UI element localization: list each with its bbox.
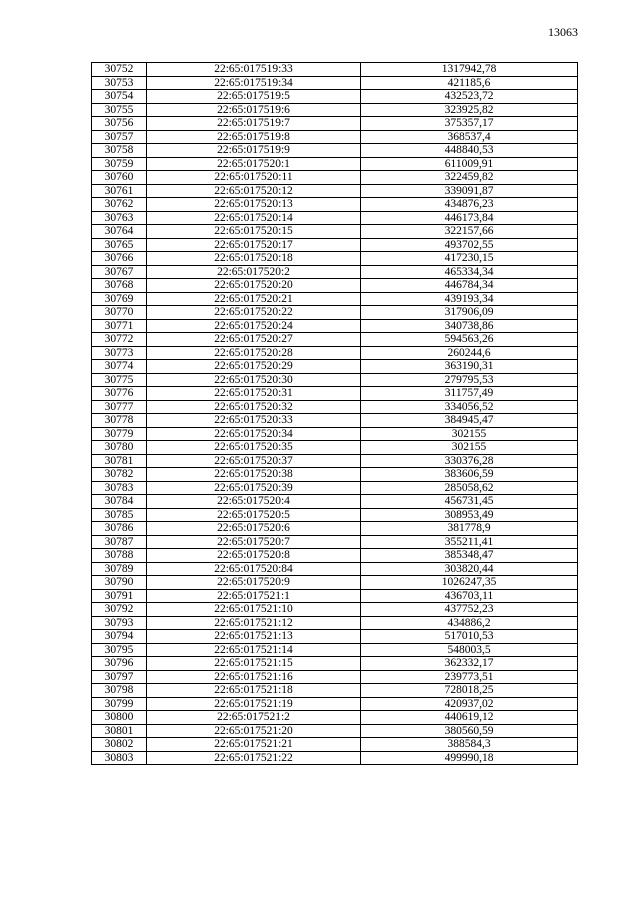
value-cell: 368537,4 (361, 130, 578, 144)
table-row (92, 724, 578, 738)
cadastral-number-cell: 22:65:017521:20 (147, 724, 361, 738)
cadastral-number-cell: 22:65:017521:19 (147, 697, 361, 711)
cadastral-number-cell: 22:65:017520:14 (147, 211, 361, 225)
row-number-cell: 30784 (92, 495, 147, 509)
cadastral-number-cell: 22:65:017520:6 (147, 522, 361, 536)
value-cell: 381778,9 (361, 522, 578, 536)
table-row (92, 697, 578, 711)
cadastral-number-cell: 22:65:017520:28 (147, 346, 361, 360)
value-cell: 302155 (361, 441, 578, 455)
table-row (92, 265, 578, 279)
table-row (92, 211, 578, 225)
cadastral-number-cell: 22:65:017520:31 (147, 387, 361, 401)
table-row (92, 603, 578, 617)
registry-table (91, 62, 578, 765)
row-number-cell: 30802 (92, 738, 147, 752)
table-row (92, 360, 578, 374)
cadastral-number-cell: 22:65:017521:22 (147, 751, 361, 765)
value-cell: 339091,87 (361, 184, 578, 198)
row-number-cell: 30755 (92, 103, 147, 117)
value-cell: 323925,82 (361, 103, 578, 117)
cadastral-number-cell: 22:65:017521:16 (147, 670, 361, 684)
table-row (92, 400, 578, 414)
cadastral-number-cell: 22:65:017520:7 (147, 535, 361, 549)
cadastral-number-cell: 22:65:017520:38 (147, 468, 361, 482)
table-row (92, 454, 578, 468)
row-number-cell: 30764 (92, 225, 147, 239)
value-cell: 728018,25 (361, 684, 578, 698)
row-number-cell: 30771 (92, 319, 147, 333)
row-number-cell: 30770 (92, 306, 147, 320)
row-number-cell: 30768 (92, 279, 147, 293)
table-row (92, 468, 578, 482)
table-row (92, 630, 578, 644)
cadastral-number-cell: 22:65:017520:21 (147, 292, 361, 306)
cadastral-number-cell: 22:65:017520:9 (147, 576, 361, 590)
table-row (92, 481, 578, 495)
cadastral-number-cell: 22:65:017519:7 (147, 117, 361, 131)
cadastral-number-cell: 22:65:017520:20 (147, 279, 361, 293)
value-cell: 439193,34 (361, 292, 578, 306)
row-number-cell: 30792 (92, 603, 147, 617)
row-number-cell: 30775 (92, 373, 147, 387)
row-number-cell: 30801 (92, 724, 147, 738)
cadastral-number-cell: 22:65:017519:6 (147, 103, 361, 117)
value-cell: 448840,53 (361, 144, 578, 158)
table-row (92, 157, 578, 171)
cadastral-number-cell: 22:65:017520:22 (147, 306, 361, 320)
value-cell: 385348,47 (361, 549, 578, 563)
row-number-cell: 30780 (92, 441, 147, 455)
cadastral-number-cell: 22:65:017520:34 (147, 427, 361, 441)
row-number-cell: 30760 (92, 171, 147, 185)
value-cell: 285058,62 (361, 481, 578, 495)
row-number-cell: 30773 (92, 346, 147, 360)
table-row (92, 171, 578, 185)
row-number-cell: 30785 (92, 508, 147, 522)
table-row (92, 711, 578, 725)
table-row (92, 751, 578, 765)
value-cell: 456731,45 (361, 495, 578, 509)
cadastral-number-cell: 22:65:017520:24 (147, 319, 361, 333)
value-cell: 436703,11 (361, 589, 578, 603)
table-row (92, 144, 578, 158)
table-row (92, 508, 578, 522)
cadastral-number-cell: 22:65:017520:32 (147, 400, 361, 414)
cadastral-number-cell: 22:65:017520:39 (147, 481, 361, 495)
table-row (92, 387, 578, 401)
table-row (92, 198, 578, 212)
value-cell: 594563,26 (361, 333, 578, 347)
table-row (92, 306, 578, 320)
cadastral-number-cell: 22:65:017520:1 (147, 157, 361, 171)
cadastral-number-cell: 22:65:017521:13 (147, 630, 361, 644)
table-row (92, 522, 578, 536)
table-row (92, 657, 578, 671)
table-row (92, 616, 578, 630)
cadastral-number-cell: 22:65:017521:15 (147, 657, 361, 671)
row-number-cell: 30787 (92, 535, 147, 549)
table-row (92, 414, 578, 428)
cadastral-number-cell: 22:65:017519:34 (147, 76, 361, 90)
cadastral-number-cell: 22:65:017520:84 (147, 562, 361, 576)
row-number-cell: 30762 (92, 198, 147, 212)
table-row (92, 252, 578, 266)
table-row (92, 76, 578, 90)
row-number-cell: 30788 (92, 549, 147, 563)
value-cell: 517010,53 (361, 630, 578, 644)
row-number-cell: 30795 (92, 643, 147, 657)
table-row (92, 279, 578, 293)
table-row (92, 427, 578, 441)
row-number-cell: 30779 (92, 427, 147, 441)
value-cell: 432523,72 (361, 90, 578, 104)
table-row (92, 643, 578, 657)
cadastral-number-cell: 22:65:017521:12 (147, 616, 361, 630)
row-number-cell: 30761 (92, 184, 147, 198)
value-cell: 388584,3 (361, 738, 578, 752)
row-number-cell: 30798 (92, 684, 147, 698)
cadastral-number-cell: 22:65:017521:10 (147, 603, 361, 617)
cadastral-number-cell: 22:65:017520:18 (147, 252, 361, 266)
table-row (92, 117, 578, 131)
row-number-cell: 30789 (92, 562, 147, 576)
row-number-cell: 30759 (92, 157, 147, 171)
table-row (92, 670, 578, 684)
cadastral-number-cell: 22:65:017519:5 (147, 90, 361, 104)
table-row (92, 90, 578, 104)
table-row (92, 684, 578, 698)
value-cell: 279795,53 (361, 373, 578, 387)
table-row (92, 562, 578, 576)
value-cell: 465334,34 (361, 265, 578, 279)
row-number-cell: 30776 (92, 387, 147, 401)
value-cell: 303820,44 (361, 562, 578, 576)
table-row (92, 495, 578, 509)
table-row (92, 738, 578, 752)
row-number-cell: 30782 (92, 468, 147, 482)
row-number-cell: 30797 (92, 670, 147, 684)
value-cell: 362332,17 (361, 657, 578, 671)
value-cell: 493702,55 (361, 238, 578, 252)
row-number-cell: 30799 (92, 697, 147, 711)
value-cell: 434886,2 (361, 616, 578, 630)
row-number-cell: 30756 (92, 117, 147, 131)
value-cell: 334056,52 (361, 400, 578, 414)
cadastral-number-cell: 22:65:017520:5 (147, 508, 361, 522)
value-cell: 302155 (361, 427, 578, 441)
cadastral-number-cell: 22:65:017521:2 (147, 711, 361, 725)
value-cell: 383606,59 (361, 468, 578, 482)
row-number-cell: 30763 (92, 211, 147, 225)
table-row (92, 184, 578, 198)
row-number-cell: 30765 (92, 238, 147, 252)
cadastral-number-cell: 22:65:017519:33 (147, 63, 361, 77)
row-number-cell: 30790 (92, 576, 147, 590)
row-number-cell: 30803 (92, 751, 147, 765)
cadastral-number-cell: 22:65:017520:2 (147, 265, 361, 279)
value-cell: 440619,12 (361, 711, 578, 725)
table-row (92, 549, 578, 563)
cadastral-number-cell: 22:65:017520:29 (147, 360, 361, 374)
cadastral-number-cell: 22:65:017520:17 (147, 238, 361, 252)
cadastral-number-cell: 22:65:017521:18 (147, 684, 361, 698)
value-cell: 384945,47 (361, 414, 578, 428)
row-number-cell: 30778 (92, 414, 147, 428)
value-cell: 317906,09 (361, 306, 578, 320)
value-cell: 355211,41 (361, 535, 578, 549)
cadastral-number-cell: 22:65:017520:30 (147, 373, 361, 387)
cadastral-number-cell: 22:65:017519:9 (147, 144, 361, 158)
row-number-cell: 30758 (92, 144, 147, 158)
value-cell: 611009,91 (361, 157, 578, 171)
value-cell: 437752,23 (361, 603, 578, 617)
cadastral-number-cell: 22:65:017520:11 (147, 171, 361, 185)
value-cell: 322157,66 (361, 225, 578, 239)
table-row (92, 319, 578, 333)
table-row (92, 576, 578, 590)
value-cell: 375357,17 (361, 117, 578, 131)
table-row (92, 373, 578, 387)
row-number-cell: 30766 (92, 252, 147, 266)
table-row (92, 225, 578, 239)
table-row (92, 238, 578, 252)
table-row (92, 103, 578, 117)
row-number-cell: 30786 (92, 522, 147, 536)
cadastral-number-cell: 22:65:017520:33 (147, 414, 361, 428)
row-number-cell: 30752 (92, 63, 147, 77)
value-cell: 239773,51 (361, 670, 578, 684)
value-cell: 311757,49 (361, 387, 578, 401)
table-row (92, 333, 578, 347)
cadastral-number-cell: 22:65:017520:37 (147, 454, 361, 468)
registry-table-body (92, 63, 578, 765)
table-row (92, 346, 578, 360)
value-cell: 1317942,78 (361, 63, 578, 77)
row-number-cell: 30753 (92, 76, 147, 90)
row-number-cell: 30783 (92, 481, 147, 495)
table-row (92, 63, 578, 77)
row-number-cell: 30793 (92, 616, 147, 630)
row-number-cell: 30796 (92, 657, 147, 671)
row-number-cell: 30767 (92, 265, 147, 279)
row-number-cell: 30769 (92, 292, 147, 306)
cadastral-number-cell: 22:65:017520:35 (147, 441, 361, 455)
value-cell: 421185,6 (361, 76, 578, 90)
row-number-cell: 30794 (92, 630, 147, 644)
cadastral-number-cell: 22:65:017520:4 (147, 495, 361, 509)
value-cell: 499990,18 (361, 751, 578, 765)
value-cell: 434876,23 (361, 198, 578, 212)
row-number-cell: 30781 (92, 454, 147, 468)
cadastral-number-cell: 22:65:017520:12 (147, 184, 361, 198)
cadastral-number-cell: 22:65:017520:8 (147, 549, 361, 563)
cadastral-number-cell: 22:65:017521:21 (147, 738, 361, 752)
cadastral-number-cell: 22:65:017521:1 (147, 589, 361, 603)
value-cell: 363190,31 (361, 360, 578, 374)
value-cell: 417230,15 (361, 252, 578, 266)
row-number-cell: 30757 (92, 130, 147, 144)
value-cell: 446173,84 (361, 211, 578, 225)
table-row (92, 130, 578, 144)
cadastral-number-cell: 22:65:017520:15 (147, 225, 361, 239)
page-number: 13063 (548, 25, 578, 39)
cadastral-number-cell: 22:65:017520:13 (147, 198, 361, 212)
row-number-cell: 30800 (92, 711, 147, 725)
value-cell: 420937,02 (361, 697, 578, 711)
value-cell: 330376,28 (361, 454, 578, 468)
table-row (92, 589, 578, 603)
value-cell: 1026247,35 (361, 576, 578, 590)
table-row (92, 535, 578, 549)
value-cell: 260244,6 (361, 346, 578, 360)
value-cell: 380560,59 (361, 724, 578, 738)
value-cell: 446784,34 (361, 279, 578, 293)
value-cell: 340738,86 (361, 319, 578, 333)
cadastral-number-cell: 22:65:017519:8 (147, 130, 361, 144)
table-row (92, 441, 578, 455)
row-number-cell: 30774 (92, 360, 147, 374)
row-number-cell: 30754 (92, 90, 147, 104)
row-number-cell: 30791 (92, 589, 147, 603)
cadastral-number-cell: 22:65:017521:14 (147, 643, 361, 657)
row-number-cell: 30772 (92, 333, 147, 347)
row-number-cell: 30777 (92, 400, 147, 414)
cadastral-number-cell: 22:65:017520:27 (147, 333, 361, 347)
value-cell: 308953,49 (361, 508, 578, 522)
value-cell: 322459,82 (361, 171, 578, 185)
table-row (92, 292, 578, 306)
value-cell: 548003,5 (361, 643, 578, 657)
